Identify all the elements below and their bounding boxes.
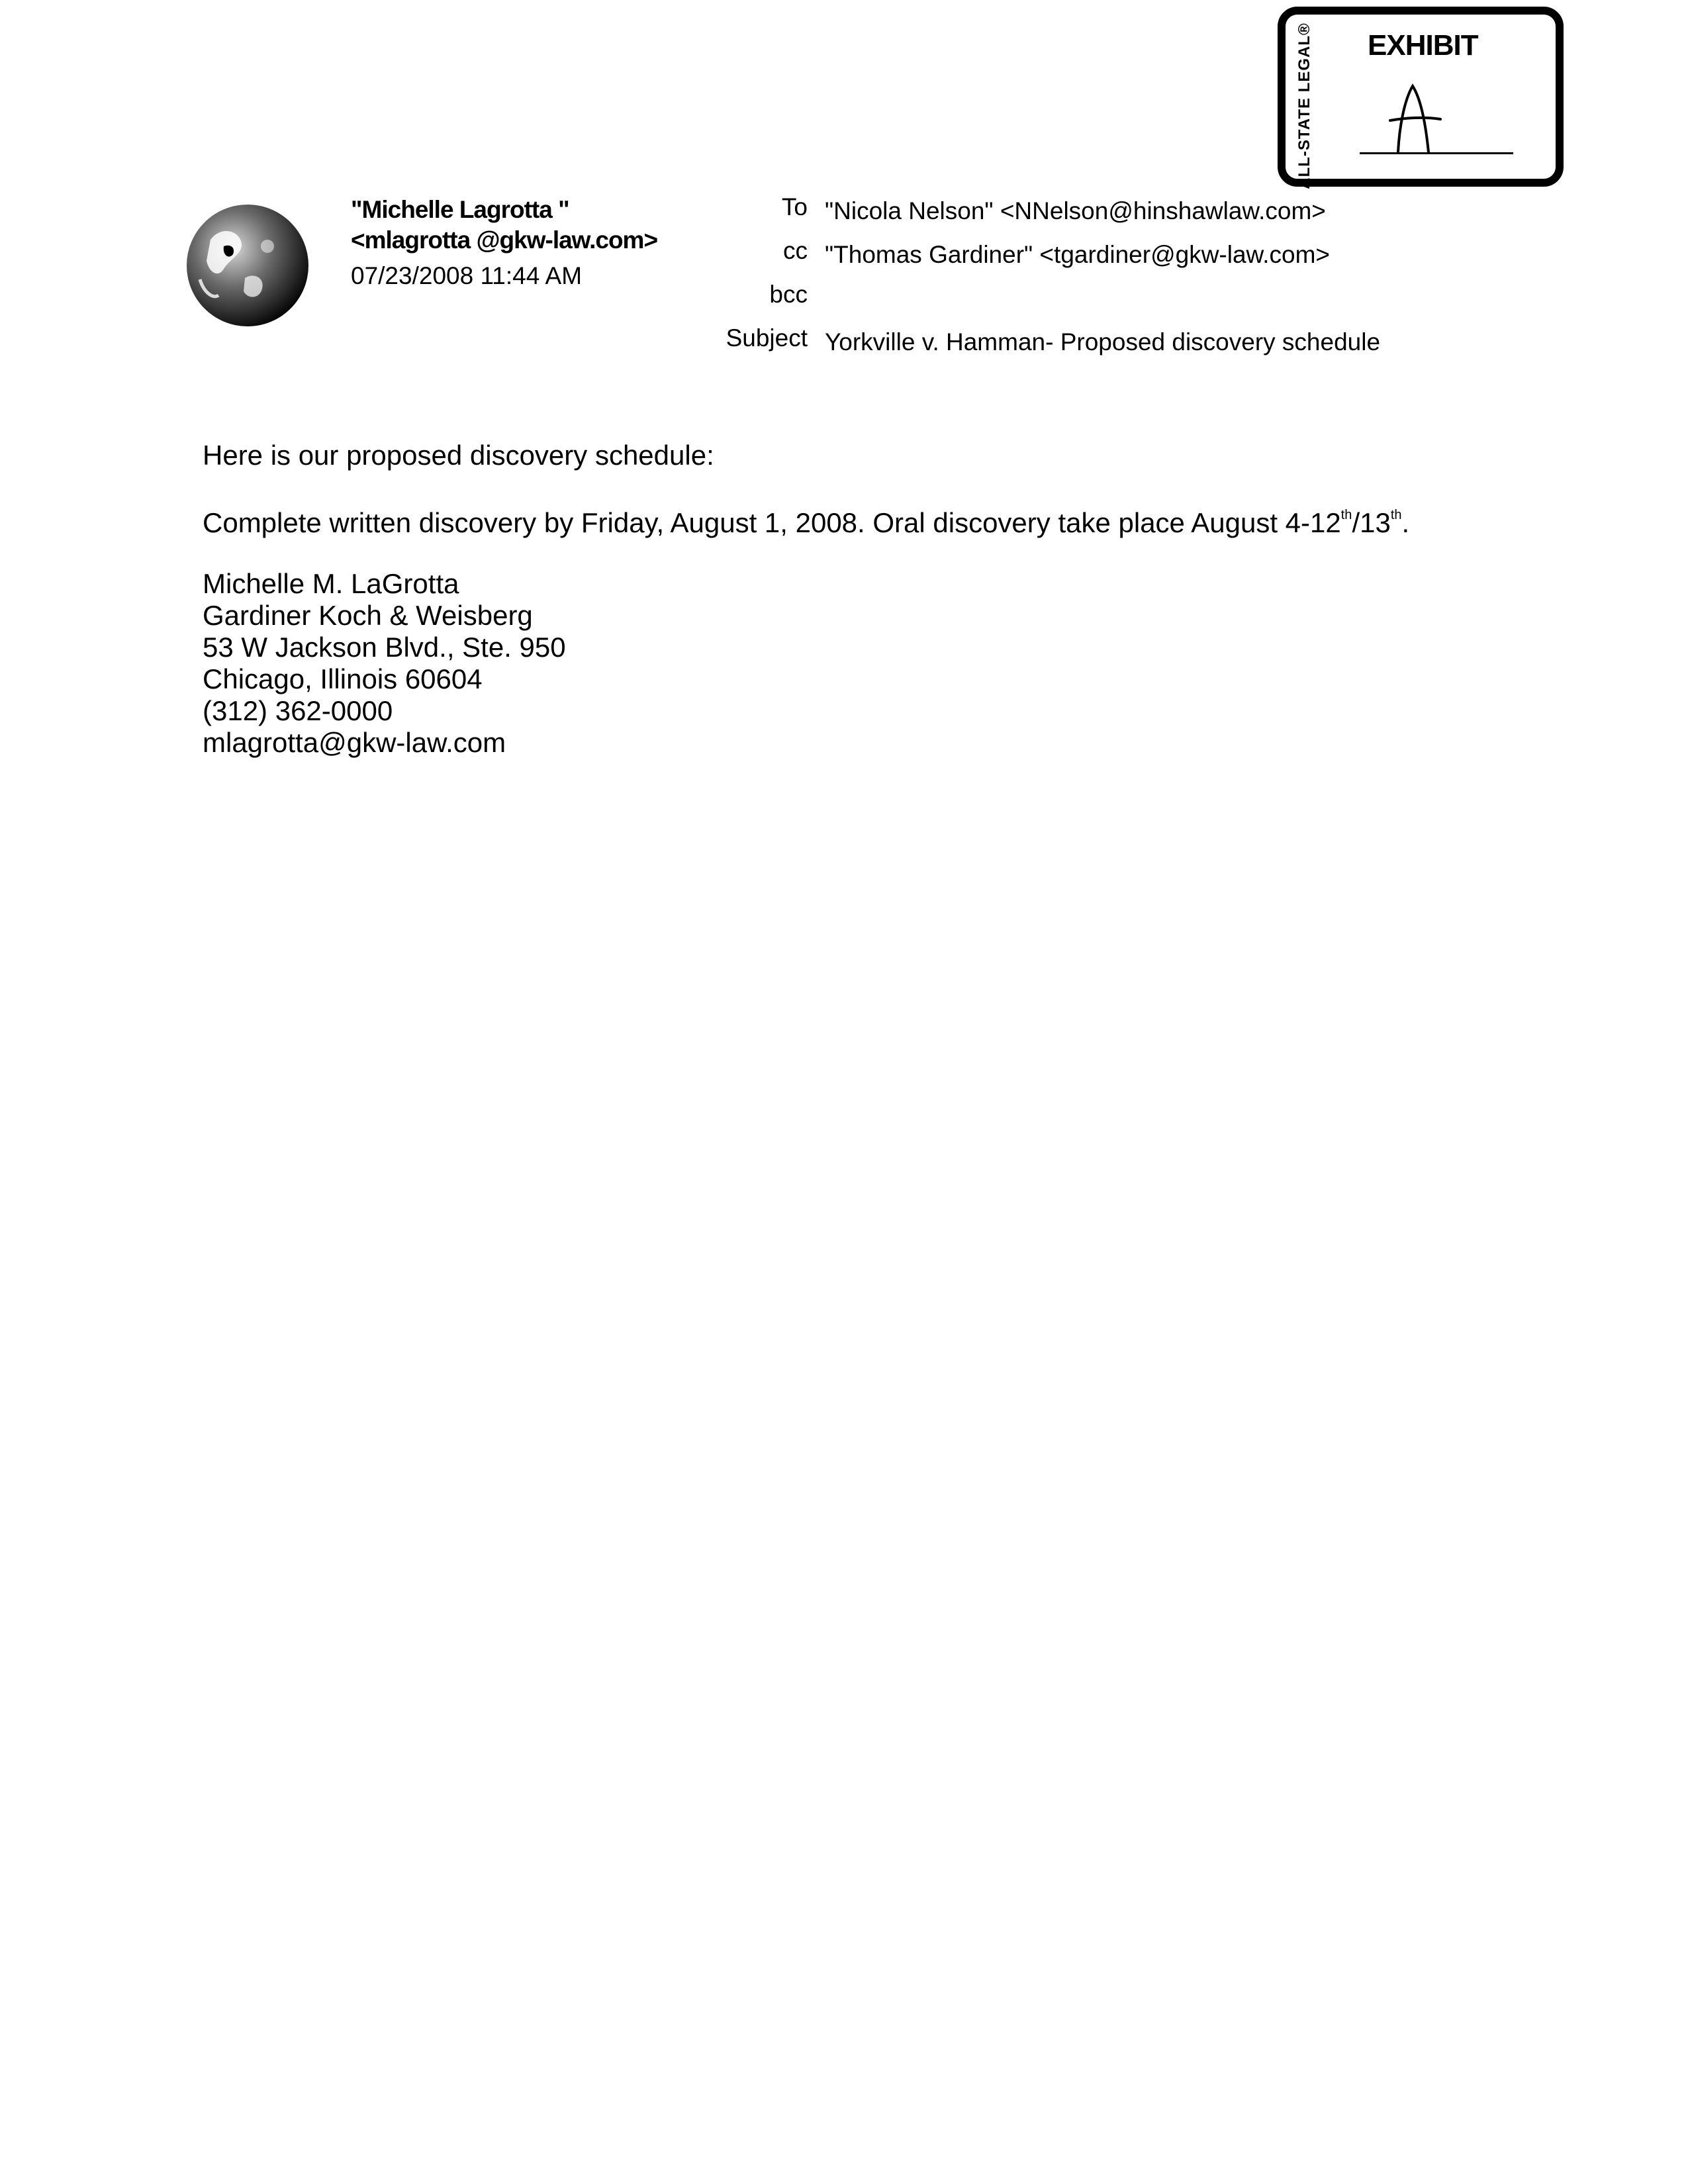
signature-city: Chicago, Illinois 60604 (203, 663, 483, 694)
signature-firm: Gardiner Koch & Weisberg (203, 600, 533, 631)
subject-value: Yorkville v. Hamman- Proposed discovery schedule (825, 328, 1381, 356)
sender-email: <mlagrotta @gkw-law.com> (351, 226, 658, 254)
exhibit-label: EXHIBIT (1368, 29, 1478, 62)
signature-block (203, 568, 566, 759)
exhibit-signature-line (1360, 152, 1513, 154)
body-schedule-mid: /13 (1352, 507, 1391, 538)
bcc-label: bcc (769, 281, 808, 308)
exhibit-brand: ALL-STATE LEGAL® (1295, 23, 1313, 189)
subject-label: Subject (726, 324, 808, 352)
globe-avatar-icon (184, 200, 311, 331)
to-label: To (781, 193, 808, 220)
body-intro: Here is our proposed discovery schedule: (203, 440, 714, 471)
to-value: "Nicola Nelson" <NNelson@hinshawlaw.com> (825, 197, 1326, 224)
body-schedule-end: . (1401, 507, 1410, 538)
signature-email: mlagrotta@gkw-law.com (203, 727, 506, 758)
body-schedule-sup1: th (1340, 508, 1352, 522)
exhibit-letter-handwritten (1385, 79, 1444, 159)
sent-date: 07/23/2008 11:44 AM (351, 262, 583, 289)
cc-label: cc (783, 237, 808, 264)
body-schedule-sup2: th (1390, 508, 1402, 522)
sender-block (351, 195, 657, 291)
signature-address: 53 W Jackson Blvd., Ste. 950 (203, 632, 566, 663)
signature-phone: (312) 362-0000 (203, 695, 393, 726)
cc-value: "Thomas Gardiner" <tgardiner@gkw-law.com> (825, 241, 1331, 268)
body-schedule-main: Complete written discovery by Friday, August 1, 2008. Oral discovery take place August 4-12 (203, 507, 1341, 538)
sender-name: "Michelle Lagrotta " (351, 196, 569, 223)
exhibit-sticker (1278, 7, 1564, 187)
body-schedule (203, 507, 1409, 539)
signature-name: Michelle M. LaGrotta (203, 568, 459, 599)
